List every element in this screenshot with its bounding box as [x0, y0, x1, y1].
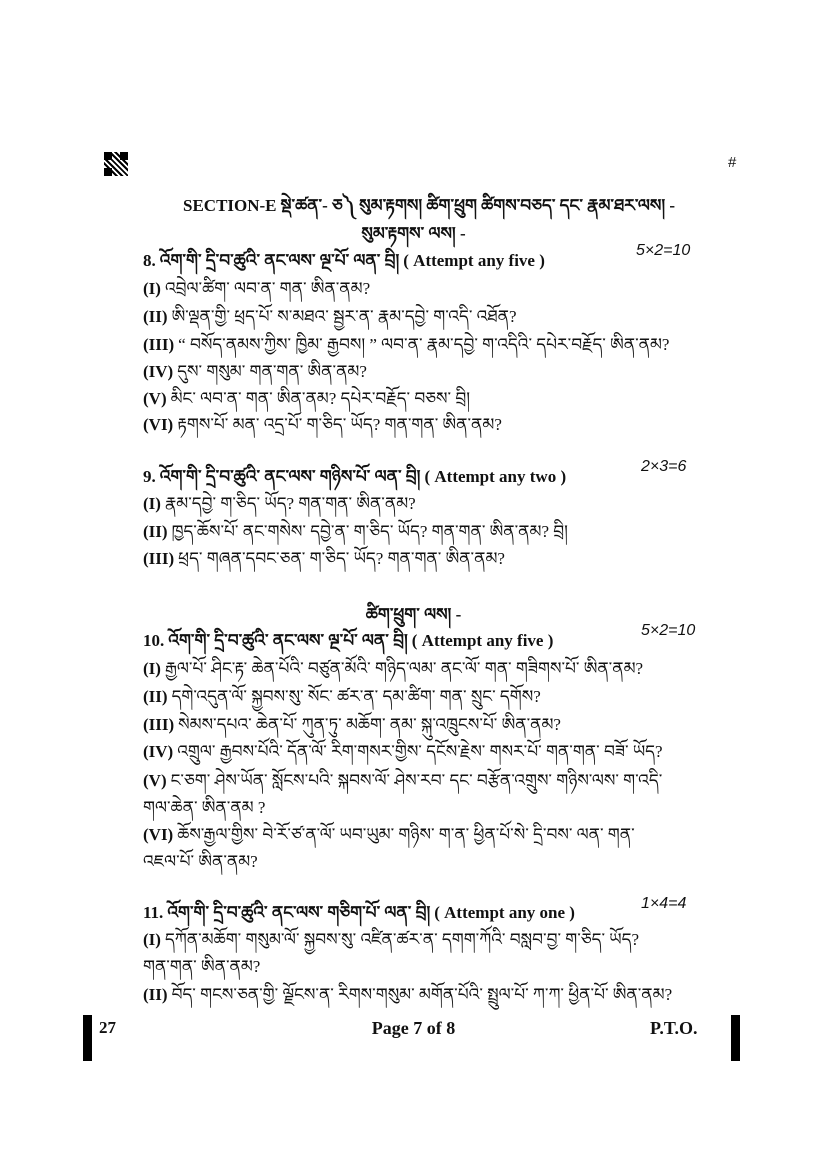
question-instruction-en: ( Attempt any five ) — [403, 251, 545, 270]
section-label: SECTION-E — [183, 196, 277, 215]
question-instruction-en: ( Attempt any five ) — [411, 631, 554, 650]
item-text: མིང་ ལབ་ན་ གན་ ཨིན་ནམ? དཔེར་བརྗོད་ བཅས་ བྲི། — [170, 389, 471, 408]
item-text: རྒྱལ་པོ་ ཤིང་རྟ་ ཆེན་པོའི་ བཙུན་མོའི་ གཉིད་ལམ་ ནང་ལོ་ གན་ གཟིགས་པོ་ ཨིན་ནམ? — [164, 659, 644, 678]
list-item-continuation: འཇལ་པོ་ ཨིན་ནམ? — [143, 852, 258, 871]
item-label: (III) — [143, 549, 175, 568]
item-label: (I) — [143, 930, 161, 949]
question-marks: 1×4=4 — [641, 895, 687, 912]
item-text: འགྲུལ་ རྒྱབས་པོའི་ དོན་ལོ་ རིག་གསར་གྱིས་ དངོས་རྗེས་ གསར་པོ་ གན་གན་ བཟོ་ ཡོད? — [177, 742, 663, 761]
item-label: (II) — [143, 985, 168, 1004]
question-number: 10. — [143, 631, 165, 650]
item-label: (IV) — [143, 742, 174, 761]
question-marks: 2×3=6 — [641, 458, 687, 475]
question-instruction-en: ( Attempt any two ) — [424, 467, 567, 486]
item-text: དཀོན་མཆོག་ གསུམ་ལོ་ སྐྱབས་སུ་ འཛིན་ཚར་ན་ དགག་ཀོའི་ བསླབ་བྱ་ ག་ཅིད་ ཡོད? — [164, 930, 640, 949]
question-number: 8. — [143, 251, 156, 270]
item-text: “ བསོད་ནམས་ཀྱིས་ ཁྱིམ་ རྒྱབས། ” ལབ་ན་ རྣམ་དབྱེ་ ག་འདིའི་ དཔེར་བརྗོད་ ཨིན་ནམ? — [178, 335, 670, 354]
item-label: (II) — [143, 522, 168, 541]
item-label: (IV) — [143, 362, 174, 381]
qr-code-icon — [104, 152, 128, 176]
section-subtitle: སུམ་རྟགས་ ལས། - — [361, 224, 466, 243]
item-label: (II) — [143, 687, 168, 706]
item-text: བོད་ གངས་ཅན་གྱི་ ལྗོངས་ན་ རིགས་གསུམ་ མགོན་པོའི་ སྤྲུལ་པོ་ ཀ་ཀ་ ཕྱིན་པོ་ ཨིན་ནམ? — [171, 985, 673, 1004]
question-marks: 5×2=10 — [641, 622, 696, 639]
item-label: (III) — [143, 715, 175, 734]
item-text: ཕྲད་ གཞན་དབང་ཅན་ ག་ཅིད་ ཡོད? གན་གན་ ཨིན་ནམ? — [178, 549, 505, 568]
item-text: རྟགས་པོ་ མན་ འདྲ་པོ་ ག་ཅིད་ ཡོད? གན་གན་ ཨིན་ནམ? — [177, 415, 502, 434]
item-text: སེམས་དཔའ་ ཆེན་པོ་ ཀུན་ཏུ་ མཆོག་ ནམ་ སྐུ་འཁྲུངས་པོ་ ཨིན་ནམ? — [178, 715, 561, 734]
item-label: (I) — [143, 494, 161, 513]
list-item-continuation: གལ་ཆེན་ ཨིན་ནམ ? — [143, 798, 266, 817]
question-instruction: འོག་གི་ དྲི་བ་ཚུའི་ ནང་ལས་ ལྔ་པོ་ ལན་ བྲི། — [159, 251, 400, 270]
item-label: (V) — [143, 389, 167, 408]
item-text: ཁྱད་ཆོས་པོ་ ནང་གསེས་ དབྱེ་ན་ ག་ཅིད་ ཡོད? གན་གན་ ཨིན་ནམ? བྲི། — [171, 522, 568, 541]
question-instruction-en: ( Attempt any one ) — [434, 903, 575, 922]
item-label: (I) — [143, 659, 161, 678]
item-text: ཨི་ལྡན་གྱི་ ཕྲད་པོ་ ས་མཐའ་ སྦྱར་ན་ རྣམ་དབྱེ་ ག་འདི་ འཐོན? — [171, 307, 517, 326]
item-text: རྣམ་དབྱེ་ ག་ཅིད་ ཡོད? གན་གན་ ཨིན་ནམ? — [164, 494, 416, 513]
item-text: འབྲེལ་ཚིག་ ལབ་ན་ གན་ ཨིན་ནམ? — [164, 279, 371, 298]
list-item — [143, 539, 505, 587]
item-label: (V) — [143, 771, 167, 790]
item-text: ང་ཅག་ ཤེས་ཡོན་ སློངས་པའི་ སྐབས་ལོ་ ཤེས་རབ་ དང་ བརྩོན་འགྲུས་ གཉིས་ལས་ ག་འདི་ — [170, 771, 663, 790]
please-turn-over: P.T.O. — [650, 1018, 698, 1038]
list-item-continuation: གན་གན་ ཨིན་ནམ? — [143, 957, 261, 976]
item-label: (III) — [143, 335, 175, 354]
paper-code: 27 — [99, 1018, 116, 1037]
list-item — [143, 405, 502, 453]
list-item — [143, 975, 672, 1023]
question-marks: 5×2=10 — [636, 242, 691, 259]
hash-mark: # — [728, 154, 737, 171]
item-text: དགེ་འདུན་ལོ་ སྐྱབས་སུ་ སོང་ ཚར་ན་ དམ་ཚིག་ གན་ སྲུང་ དགོས? — [171, 687, 541, 706]
question-number: 9. — [143, 467, 156, 486]
page-number: Page 7 of 8 — [371, 1018, 456, 1038]
question-instruction: འོག་གི་ དྲི་བ་ཚུའི་ ནང་ལས་ གཉིས་པོ་ ལན་ བྲི། — [159, 467, 421, 486]
item-label: (VI) — [143, 415, 174, 434]
question-instruction: འོག་གི་ དྲི་བ་ཚུའི་ ནང་ལས་ ལྔ་པོ་ ལན་ བྲི། — [168, 631, 408, 650]
question-instruction: འོག་གི་ དྲི་བ་ཚུའི་ ནང་ལས་ གཅིག་པོ་ ལན་ བྲི། — [167, 903, 431, 922]
item-label: (II) — [143, 307, 168, 326]
item-label: (I) — [143, 279, 161, 298]
item-text: དུས་ གསུམ་ གན་གན་ ཨིན་ནམ? — [177, 362, 367, 381]
question-number: 11. — [143, 903, 164, 922]
item-label: (VI) — [143, 825, 174, 844]
item-text: ཆོས་རྒྱལ་གྱིས་ བེ་རོ་ཙ་ན་ལོ་ ཡབ་ཡུམ་ གཉིས་ ག་ན་ ཕྱིན་པོ་སེ་ དྲི་བས་ ལན་ གན་ — [177, 825, 635, 844]
subsection-heading: ཚིག་ཕྲུག་ ལས། - — [365, 605, 462, 624]
section-title: སྡེ་ཚན་- ཅ༽ སུམ་རྟགས། ཚིག་ཕྲུག ཚིགས་བཅད་ དང་ རྣམ་ཐར་ལས། - — [280, 196, 676, 215]
